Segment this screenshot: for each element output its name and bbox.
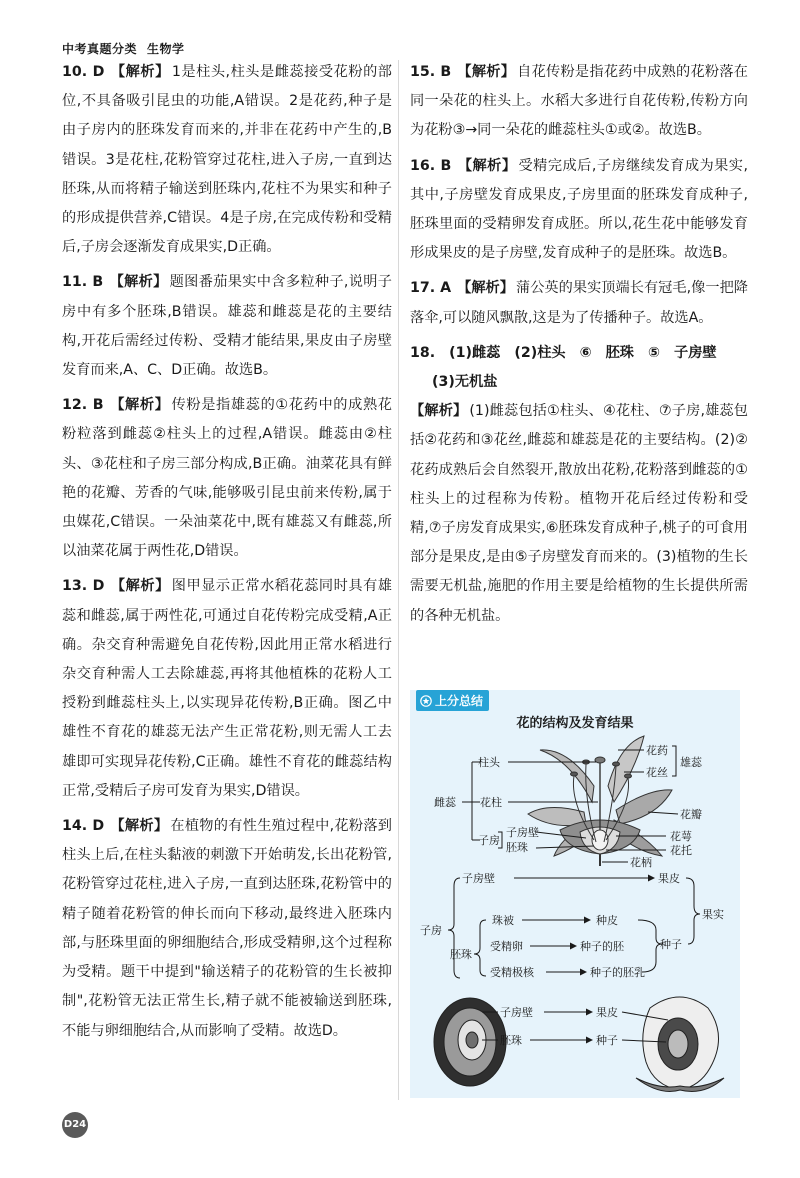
analysis-text: 自花传粉是指花药中成熟的花粉落在同一朵花的柱头上。水稻大多进行自花传粉,传粉方向为花粉③→同一朵花的雌蕊柱头①或②。故选B。 [410,64,748,139]
label-style: 花柱 [480,796,502,809]
label-anther: 花药 [646,744,668,757]
answer-item [410,152,748,269]
answer-item [62,812,392,1046]
analysis-tag: 【解析】 [457,64,516,80]
analysis-text: 在植物的有性生殖过程中,花粉落到柱头上后,在柱头黏液的刺激下开始萌发,长出花粉管,花粉管穿过花柱,进入子房,一直到达胚珠,花粉管中的精子随着花粉管的伸长而向下移动,最终进入胚珠内部,与胚珠里面的卵细胞结合,形成受精卵,这个过程称为受精。题干中提到"输送精子的花粉管的生长被抑制",花粉管无法正常生长,精子就不能被输送到胚珠,不能与卵细胞结合,从而影响了受精。故选D。 [62,818,392,1039]
q18-answer-7: (3)无机盐 [432,374,498,391]
label-pistil: 雌蕊 [434,796,456,809]
right-column [410,58,748,637]
question-number: 14. D [62,818,105,835]
running-header [62,40,185,57]
analysis-text: 图甲显示正常水稻花蕊同时具有雄蕊和雌蕊,属于两性花,可通过自花传粉完成受精,A正确。杂交育种需避免自花传粉,因此用正常水稻进行杂交育种需人工去除雄蕊,再将其他植株的花粉人工授粉到雌蕊柱头上,以实现异花传粉,B正确。图乙中雄性不育花的雄蕊无法产生正常花粉,则无需人工去雄即可实现异花传粉,C正确。雄性不育花的雌蕊结构正常,受精后子房可发育为果实,D错误。 [62,578,392,799]
dev-zygote: 受精卵 [490,940,523,953]
analysis-tag: 【解析】 [110,578,170,595]
label-filament: 花丝 [646,766,668,779]
q18-answer-4: 胚珠 [605,344,634,361]
label-stigma: 柱头 [478,756,500,769]
flower-development-diagram [410,690,740,1098]
label-sepal: 花萼 [670,830,692,843]
summary-title: 花的结构及发育结果 [516,716,634,731]
analysis-tag: 【解析】 [457,157,517,174]
peach-ovule: 胚珠 [500,1034,522,1047]
peach-illustration [636,997,724,1092]
dev-ovary-wall: 子房壁 [462,872,495,885]
dev-fruit: 果实 [702,908,724,921]
analysis-text: 蒲公英的果实顶端长有冠毛,像一把降落伞,可以随风飘散,这是为了传播种子。故选A。 [410,280,748,326]
dev-ovule: 胚珠 [450,948,472,961]
analysis-text: 1是柱头,柱头是雌蕊接受花粉的部位,不具备吸引昆虫的功能,A错误。2是花药,种子是由子房内的胚珠发育而来的,并非在花药中产生的,B错误。3是花柱,花粉管穿过花柱,进入子房,一直到达胚珠,从而将精子输送到胚珠内,花柱不为果实和种子的形成提供营养,C错误。4是子房,在完成传粉和受精后,子房会逐渐发育成果实,D正确。 [62,64,392,256]
dev-ovary: 子房 [420,924,442,937]
q18-answer-6: 子房壁 [674,344,717,361]
q18-answer-1: (1)雌蕊 [449,344,501,361]
answer-item [62,391,392,566]
label-ovary-wall: 子房壁 [506,826,539,839]
analysis-tag: 【解析】 [457,280,514,297]
dev-polar-nuclei: 受精极核 [490,966,534,979]
column-divider [398,60,399,1100]
label-petal: 花瓣 [680,808,702,821]
peach-seed: 种子 [596,1034,618,1047]
left-column [62,58,392,1052]
answer-item [62,58,392,262]
answer-item [410,274,748,332]
question-number: 12. B [62,397,104,414]
question-number: 15. B [410,64,452,80]
q18-answer-5: ⑤ [647,344,660,361]
analysis-text: 题图番茄果实中含多粒种子,说明子房中有多个胚珠,B错误。雄蕊和雌蕊是花的主要结构,开花后需经过传粉、受精才能结果,果皮由子房壁发育而来,A、C、D正确。故选B。 [62,274,392,379]
question-number: 16. B [410,157,452,174]
answer-item [410,397,748,631]
analysis-tag: 【解析】 [109,274,168,291]
subject-title: 生物学 [147,42,185,56]
label-ovary: 子房 [478,834,500,847]
label-pedicel: 花柄 [630,856,652,869]
label-ovule: 胚珠 [506,841,528,854]
analysis-text: 传粉是指雄蕊的①花药中的成熟花粉粒落到雌蕊②柱头上的过程,A错误。雌蕊由②柱头、③花柱和子房三部分构成,B正确。油菜花具有鲜艳的花瓣、芳香的气味,能够吸引昆虫前来传粉,属于虫媒花,C错误。一朵油菜花中,既有雄蕊又有雌蕊,所以油菜花属于两性花,D错误。 [62,397,392,560]
analysis-text: (1)雌蕊包括①柱头、④花柱、⑦子房,雄蕊包括②花药和③花丝,雌蕊和雄蕊是花的主要结构。(2)②花药成熟后会自然裂开,散放出花粉,花粉落到雌蕊的①柱头上的过程称为传粉。植物开花后经过传粉和受精,⑦子房发育成果实,⑥胚珠发育成种子,桃子的可食用部分是果皮,是由⑤子房壁发育而来的。(3)植物的生长需要无机盐,施肥的作用主要是给植物的生长提供所需的各种无机盐。 [410,403,748,624]
page-number: D24 [62,1112,88,1138]
dev-seed-coat: 种皮 [596,914,618,927]
book-title: 中考真题分类 [62,42,138,56]
answer-item [62,572,392,806]
ovary-illustration [434,998,506,1086]
answer-item [410,58,748,146]
q18-answer-3: ⑥ [579,344,592,361]
label-receptacle: 花托 [670,844,692,857]
analysis-tag: 【解析】 [110,64,170,80]
question-number: 18. [410,344,436,361]
peach-ovary-wall: 子房壁 [500,1006,533,1019]
dev-endosperm: 种子的胚乳 [590,966,645,979]
question-number: 13. D [62,578,105,595]
analysis-text: 受精完成后,子房继续发育成为果实,其中,子房壁发育成果皮,子房里面的胚珠发育成种子,胚珠里面的受精卵发育成胚。所以,花生花中能够发育形成果皮的是子房壁,发育成种子的是胚珠。故选B。 [410,157,748,262]
dev-integument: 珠被 [492,914,514,927]
q18-answers [410,339,748,368]
q18-answer-2: (2)柱头 [514,344,566,361]
question-number: 11. B [62,274,104,291]
dev-seed: 种子 [660,938,682,951]
development-flowchart [448,878,700,978]
question-number: 10. D [62,64,105,80]
label-stamen: 雄蕊 [680,756,702,769]
q18-answer-3-line [410,368,748,397]
peach-peel: 果皮 [596,1006,618,1019]
dev-embryo: 种子的胚 [580,940,624,953]
summary-badge-label: 上分总结 [435,694,484,708]
analysis-tag: 【解析】 [110,818,169,835]
dev-peel: 果皮 [658,872,680,885]
question-number: 17. A [410,280,452,297]
answer-item [62,268,392,385]
analysis-tag: 【解析】 [109,397,170,414]
analysis-tag: 【解析】 [410,403,468,420]
